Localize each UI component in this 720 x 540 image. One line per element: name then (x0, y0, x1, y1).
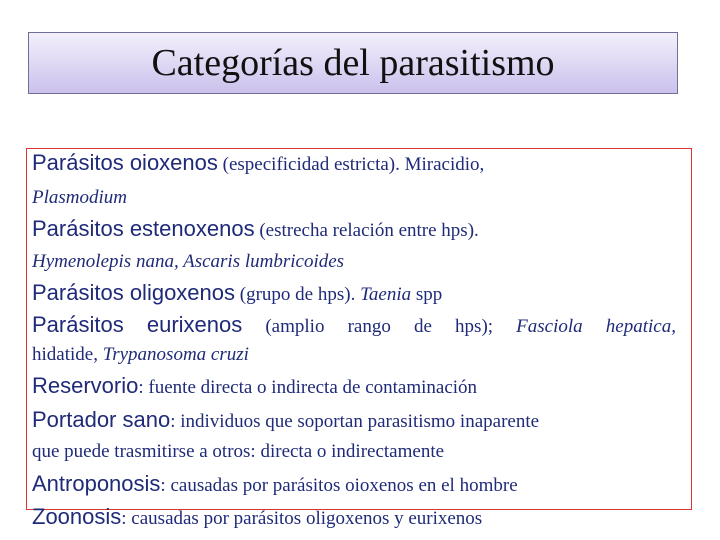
desc-oioxenos: (especificidad estricta). Miracidio, (217, 154, 485, 175)
term-portador: Portador sano (32, 407, 171, 432)
item-eurixenos (32, 312, 676, 338)
term-zoonosis: Zoonosis (32, 504, 122, 529)
item-portador (32, 407, 539, 433)
term-antroponosis: Antroponosis (32, 471, 161, 496)
word-eurixenos-3: de (413, 316, 432, 337)
item-reservorio (32, 373, 477, 399)
item-estenoxenos (32, 216, 479, 242)
slide-title: Categorías del parasitismo (151, 42, 555, 84)
cont-estenoxenos: Hymenolepis nana, Ascaris lumbricoides (32, 251, 345, 272)
word-eurixenos-4: hps); (455, 316, 494, 337)
term-eurixenos-a: Parásitos (32, 312, 124, 337)
cont-eurixenos-a: hidatide, (32, 344, 103, 365)
item-oioxenos-cont (32, 187, 127, 209)
item-estenoxenos-cont (32, 251, 344, 273)
word-eurixenos-1: (amplio (265, 316, 325, 337)
desc-oligoxenos: (grupo de hps). (235, 284, 361, 305)
item-oligoxenos (32, 280, 442, 306)
cont-eurixenos-b: Trypanosoma cruzi (102, 344, 249, 365)
term-reservorio: Reservorio (32, 373, 139, 398)
item-zoonosis (32, 504, 482, 530)
term-eurixenos-b: eurixenos (146, 312, 243, 337)
item-antroponosis (32, 471, 518, 497)
term-oioxenos: Parásitos oioxenos (32, 150, 218, 175)
item-eurixenos-cont (32, 344, 249, 366)
desc-zoonosis: : causadas por parásitos oligoxenos y eurixenos (121, 508, 483, 529)
term-oligoxenos: Parásitos oligoxenos (32, 280, 236, 305)
title-box (28, 32, 678, 94)
desc-reservorio: : fuente directa o indirecta de contaminación (138, 377, 478, 398)
item-oioxenos (32, 150, 484, 176)
cont-oioxenos: Plasmodium (32, 187, 127, 208)
term-estenoxenos: Parásitos estenoxenos (32, 216, 255, 241)
item-portador-cont (32, 441, 444, 463)
word-eurixenos-2: rango (347, 316, 391, 337)
example-eurixenos-1: Fasciola (516, 316, 583, 337)
example-eurixenos-2: hepatica, (605, 316, 676, 337)
cont-portador: que puede trasmitirse a otros: directa o indirectamente (32, 441, 445, 462)
desc-antroponosis: : causadas por parásitos oioxenos en el hombre (160, 475, 518, 496)
tail-oligoxenos: spp (411, 284, 443, 305)
desc-portador: : individuos que soportan parasitismo inaparente (170, 411, 540, 432)
example-oligoxenos: Taenia (360, 284, 412, 305)
desc-estenoxenos: (estrecha relación entre hps). (254, 220, 479, 241)
